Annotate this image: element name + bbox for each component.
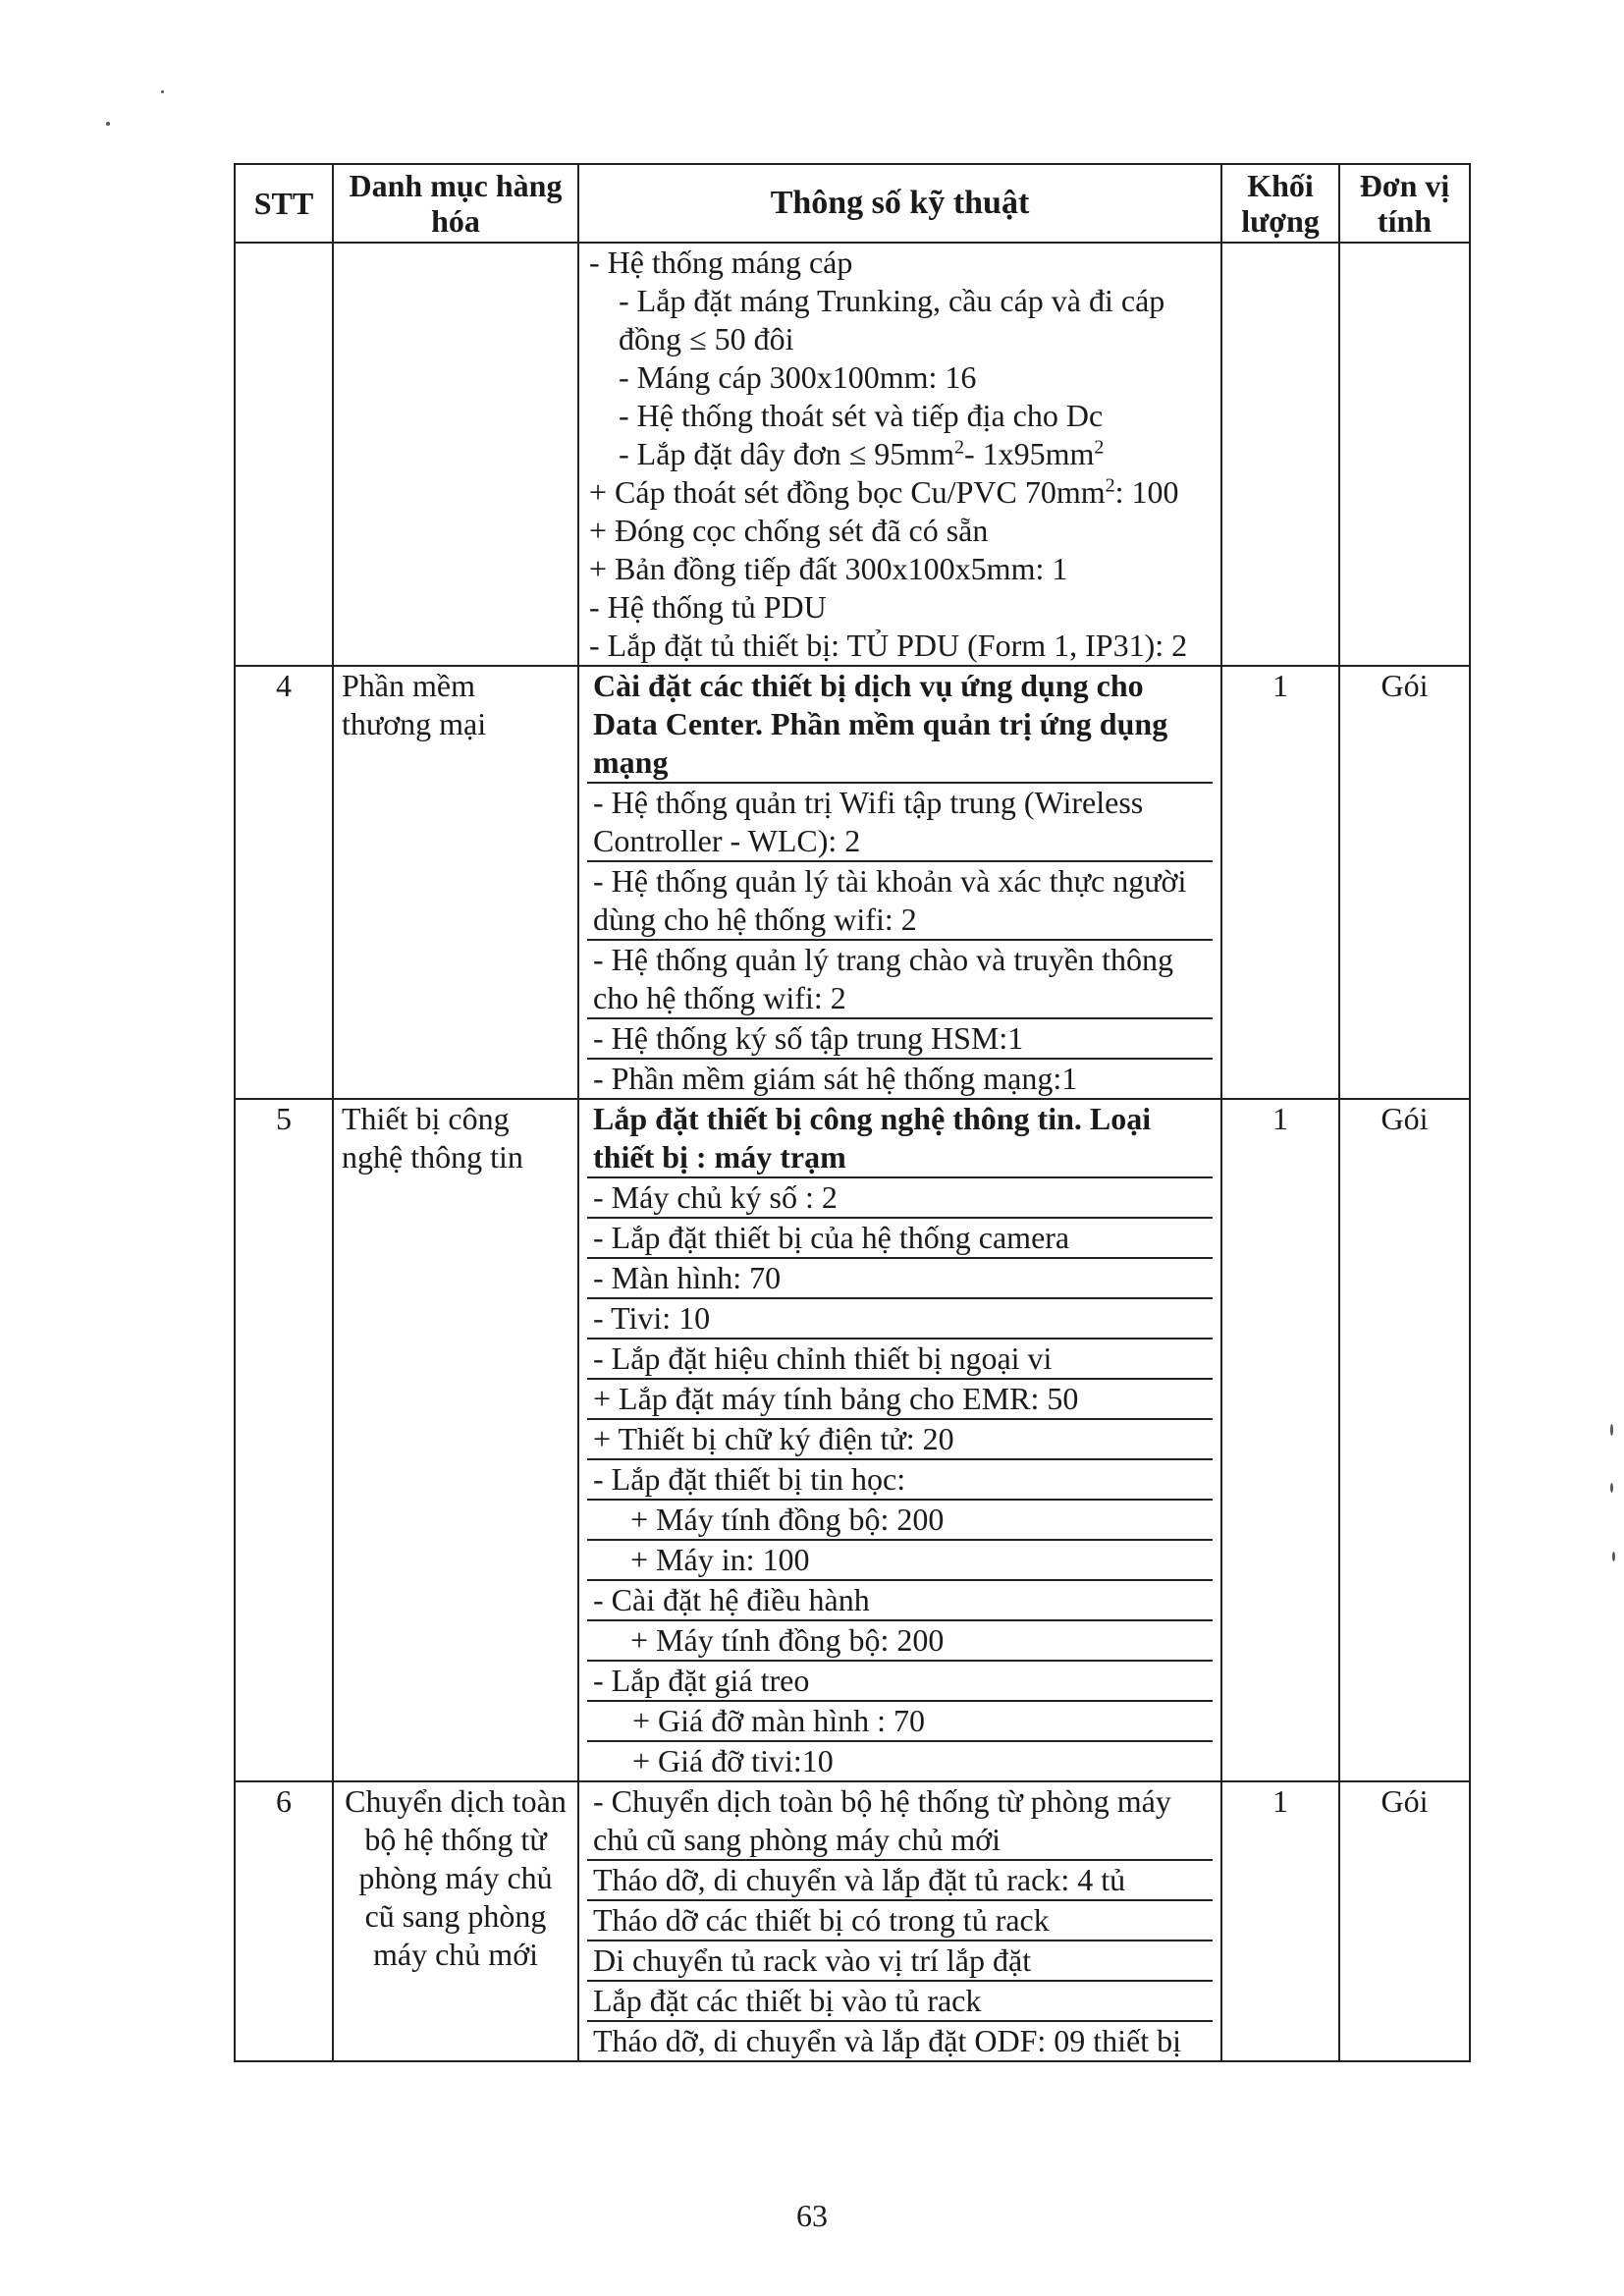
- spec-line: + Máy in: 100: [587, 1539, 1213, 1579]
- cell-stt: 5: [235, 1099, 333, 1781]
- cell-item: Chuyển dịch toàn bộ hệ thống từ phòng máy chủ cũ sang phòng máy chủ mới: [333, 1781, 578, 2061]
- spec-line: Di chuyển tủ rack vào vị trí lắp đặt: [587, 1940, 1213, 1980]
- spec-line: + Lắp đặt máy tính bảng cho EMR: 50: [587, 1378, 1213, 1418]
- spec-line: - Lắp đặt hiệu chỉnh thiết bị ngoại vi: [587, 1338, 1213, 1378]
- spec-line: Tháo dỡ các thiết bị có trong tủ rack: [587, 1899, 1213, 1940]
- spec-line: - Màn hình: 70: [587, 1257, 1213, 1297]
- cell-stt: 6: [235, 1781, 333, 2061]
- spec-line: + Máy tính đồng bộ: 200: [587, 1619, 1213, 1660]
- spec-line: + Thiết bị chữ ký điện tử: 20: [587, 1418, 1213, 1458]
- spec-line: - Máng cáp 300x100mm: 16: [619, 359, 977, 395]
- cell-spec: [578, 666, 1221, 1099]
- spec-line: - Phần mềm giám sát hệ thống mạng:1: [587, 1058, 1213, 1098]
- spec-line: + Bản đồng tiếp đất 300x100x5mm: 1: [589, 551, 1068, 586]
- spec-line: + Cáp thoát sét đồng bọc Cu/PVC $70mm^2$: 100: [589, 474, 1179, 510]
- spec-line: - Hệ thống quản lý tài khoản và xác thực người dùng cho hệ thống wifi: 2: [587, 860, 1213, 939]
- cell-qty: [1221, 243, 1339, 666]
- scan-speck: [1610, 1424, 1613, 1436]
- cell-item: Phần mềm thương mại: [333, 666, 578, 1099]
- spec-line: - Lắp đặt thiết bị của hệ thống camera: [587, 1217, 1213, 1257]
- table-row: [235, 1781, 1470, 2061]
- spec-line: - Lắp đặt thiết bị tin học:: [587, 1458, 1213, 1499]
- cell-unit: [1339, 243, 1470, 666]
- spec-line: - Lắp đặt tủ thiết bị: TỦ PDU (Form 1, IP31): 2: [589, 628, 1188, 663]
- scan-speck: [161, 90, 164, 93]
- spec-line: - Cài đặt hệ điều hành: [587, 1579, 1213, 1619]
- spec-line: - Hệ thống quản trị Wifi tập trung (Wireless Controller - WLC): 2: [587, 782, 1213, 860]
- cell-spec: [578, 1099, 1221, 1781]
- scan-speck: [1610, 1483, 1613, 1493]
- table-row: [235, 1099, 1470, 1781]
- cell-spec: [578, 1781, 1221, 2061]
- spec-line: Lắp đặt các thiết bị vào tủ rack: [587, 1980, 1213, 2020]
- scan-speck: [1612, 1552, 1615, 1561]
- header-qty: Khối lượng: [1221, 164, 1339, 243]
- header-spec: Thông số kỹ thuật: [578, 164, 1221, 243]
- spec-line: Tháo dỡ, di chuyển và lắp đặt tủ rack: 4 tủ: [587, 1859, 1213, 1899]
- spec-line: Tháo dỡ, di chuyển và lắp đặt ODF: 09 thiết bị: [587, 2020, 1213, 2060]
- spec-line: - Hệ thống quản lý trang chào và truyền thông cho hệ thống wifi: 2: [587, 939, 1213, 1017]
- spec-line: + Đóng cọc chống sét đã có sẵn: [589, 513, 989, 548]
- spec-line: + Giá đỡ màn hình : 70: [587, 1700, 1213, 1740]
- header-stt: STT: [235, 164, 333, 243]
- cell-unit: Gói: [1339, 666, 1470, 1099]
- spec-line: + Giá đỡ tivi:10: [587, 1740, 1213, 1780]
- cell-unit: Gói: [1339, 1099, 1470, 1781]
- header-item: Danh mục hàng hóa: [333, 164, 578, 243]
- cell-item: [333, 243, 578, 666]
- cell-qty: 1: [1221, 1099, 1339, 1781]
- cell-item: Thiết bị công nghệ thông tin: [333, 1099, 578, 1781]
- spec-line: - Hệ thống ký số tập trung HSM:1: [587, 1017, 1213, 1058]
- cell-stt: 4: [235, 666, 333, 1099]
- scan-speck: [106, 122, 110, 126]
- page-number: 63: [796, 2198, 828, 2233]
- spec-line: - Lắp đặt giá treo: [587, 1660, 1213, 1700]
- header-unit: Đơn vị tính: [1339, 164, 1470, 243]
- spec-line: + Máy tính đồng bộ: 200: [587, 1499, 1213, 1539]
- spec-line: - Hệ thống thoát sét và tiếp địa cho Dc: [619, 398, 1104, 433]
- table-row-continuation: [235, 243, 1470, 666]
- spec-line: - Lắp đặt dây đơn ≤ $95mm^2-$ $1x95mm^2$: [619, 436, 1105, 471]
- cell-qty: 1: [1221, 666, 1339, 1099]
- spec-title: Lắp đặt thiết bị công nghệ thông tin. Loại thiết bị : máy trạm: [593, 1101, 1152, 1175]
- cell-qty: 1: [1221, 1781, 1339, 2061]
- table-header-row: [235, 164, 1470, 243]
- specification-table: [234, 163, 1471, 2062]
- cell-unit: Gói: [1339, 1781, 1470, 2061]
- spec-line: - Hệ thống máng cáp: [589, 245, 853, 280]
- table-row: [235, 666, 1470, 1099]
- spec-line: - Máy chủ ký số : 2: [587, 1176, 1213, 1217]
- spec-line: - Lắp đặt máng Trunking, cầu cáp và đi cáp đồng ≤ 50 đôi: [619, 283, 1165, 356]
- spec-line: - Chuyển dịch toàn bộ hệ thống từ phòng máy chủ cũ sang phòng máy chủ mới: [593, 1783, 1171, 1857]
- spec-title: Cài đặt các thiết bị dịch vụ ứng dụng cho Data Center. Phần mềm quản trị ứng dụng mạng: [593, 668, 1168, 780]
- cell-stt: [235, 243, 333, 666]
- cell-spec: [578, 243, 1221, 666]
- spec-line: - Hệ thống tủ PDU: [589, 589, 827, 625]
- spec-line: - Tivi: 10: [587, 1297, 1213, 1338]
